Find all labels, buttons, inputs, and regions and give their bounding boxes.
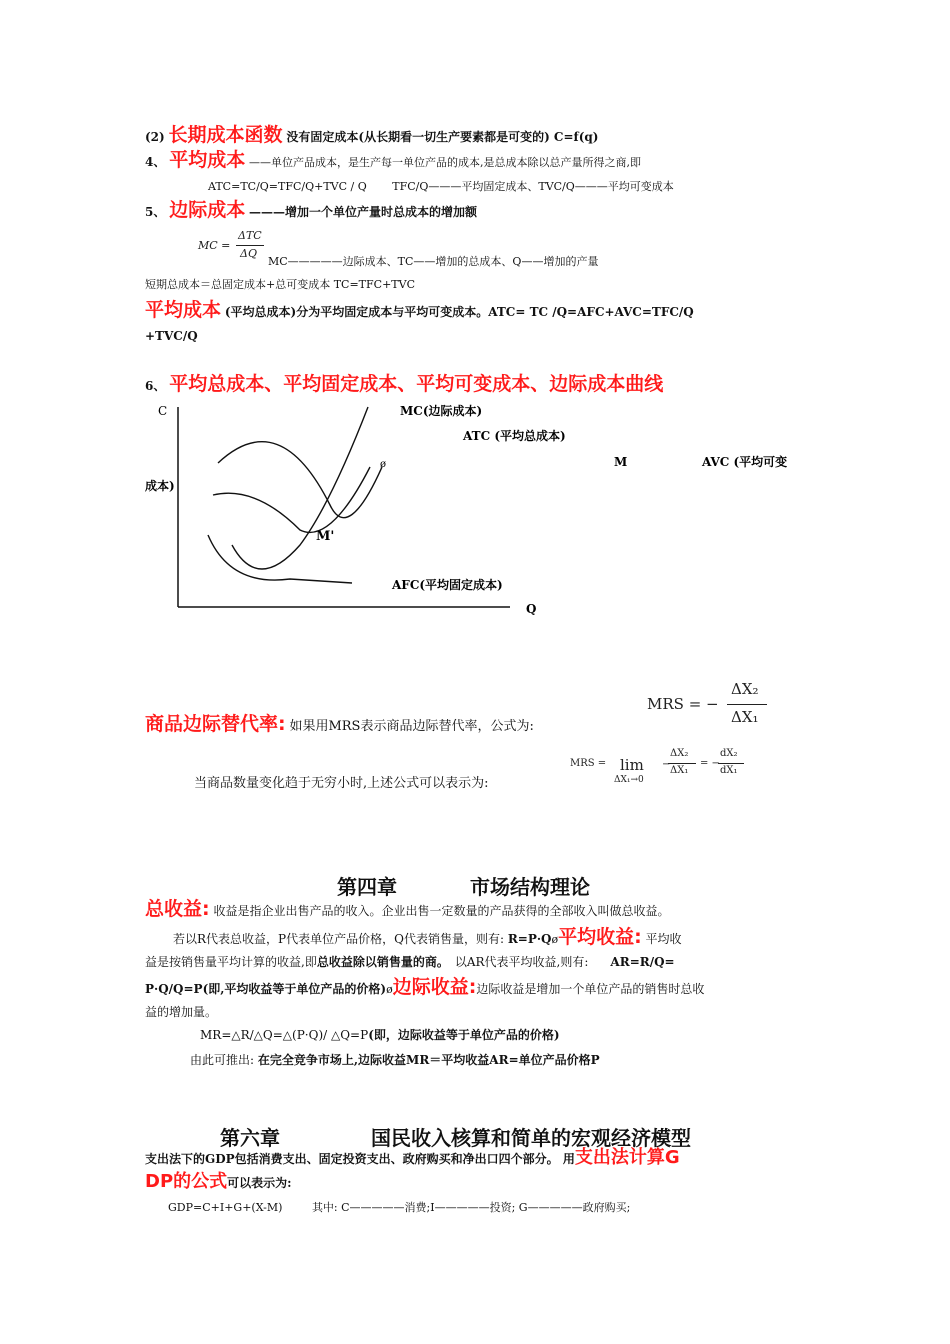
fraction-bar [668,763,696,764]
section-text: 没有固定成本(从长期看一切生产要素都是可变的) C=f(q) [286,130,599,144]
mrs-paragraph [145,713,534,735]
section-title: 边际成本 [169,199,246,221]
text: 以AR代表平均收益,则有: [454,955,589,969]
section-prefix: (2) [145,130,165,144]
chapter-title: 市场结构理论 [469,875,590,899]
fraction-bar [727,704,767,705]
avc-curve [213,467,370,532]
lim-subscript: ΔX₁→0 [614,775,644,785]
revenue-line-2 [145,954,675,970]
section-long-run-cost [145,124,599,149]
total-revenue-formula: R=P·Q [507,932,552,946]
formula-note: (即，边际收益等于单位产品的价格) [368,1028,560,1042]
revenue-line-1 [173,926,682,948]
section-marginal-cost [145,199,478,221]
lim-symbol: lim [620,756,644,774]
section-title: 平均总成本、平均固定成本、平均可变成本、边际成本曲线 [169,373,664,395]
section-text: ——单位产品成本，是生产每一单位产品的成本,是总成本除以总产量所得之商,即 [249,156,642,169]
average-cost-paragraph [145,299,694,321]
section-text: ———增加一个单位产量时总成本的增加额 [249,205,478,219]
y-axis-label: C [158,404,168,418]
mc-denominator: ΔQ [240,247,257,260]
mrs-denominator: ΔX₁ [731,708,759,726]
limit-numerator-2: dX₂ [720,748,738,759]
paragraph-title: 平均成本 [145,299,222,321]
mc-note: MC—————边际成本、TC——增加的总成本、Q——增加的产量 [268,255,599,268]
x-axis-label: Q [526,602,537,616]
section-average-cost [145,149,642,171]
revenue-line-4: 益的增加量。 [145,1005,218,1019]
text-bold: 可以表示为: [227,1176,292,1190]
fraction-bar [718,763,744,764]
section-title: 长期成本函数 [168,124,283,146]
text: 平均收 [641,932,682,946]
section-cost-curves [145,373,664,395]
paragraph-text: (平均总成本)分为平均固定成本与平均可变成本。ATC= TC /Q=AFC+AVC=TFC/Q [224,305,694,319]
text: 若以R代表总收益，P代表单位产品价格，Q代表销售量，则有: [173,932,508,946]
text-bold: 总收益除以销售量的商。 [316,955,449,969]
gdp-formula-line [168,1200,630,1216]
limit-denominator-1: ΔX₁ [670,765,689,776]
revenue-conclusion [190,1052,600,1068]
marginal-revenue-formula [200,1027,560,1043]
curve-mark: ø [380,459,387,470]
formula: MR=△R/△Q=△(P·Q)/ △Q=P [200,1028,369,1042]
gdp-formula: GDP=C+I+G+(X-M) [168,1201,283,1214]
text-bold: 在完全竞争市场上,边际收益MR＝平均收益AR=单位产品价格P [257,1053,600,1067]
section-number: 6、 [145,379,166,393]
gdp-line-1 [145,1147,680,1168]
point-m-prime-label: M' [316,529,335,544]
average-revenue-formula: AR=R/Q= [610,955,675,969]
marginal-revenue-title: 边际收益: [392,976,477,998]
chapter-number: 第六章 [220,1126,280,1150]
equals-minus: = − [700,758,720,769]
section-number: 4、 [145,155,166,169]
text: 边际收益是增加一个单位产品的销售时总收 [476,982,705,996]
mark: ø [386,983,393,996]
mrs-lhs: MRS = − [647,695,719,713]
atc-label: ATC (平均总成本) [463,429,566,443]
paragraph-text: 收益是指企业出售产品的收入。企业出售一定数量的产品获得的全部收入叫做总收益。 [213,904,670,918]
chapter-number: 第四章 [337,875,397,899]
mc-label: MC(边际成本) [400,404,483,418]
average-cost-paragraph-cont: +TVC/Q [145,329,198,343]
average-revenue-title: 平均收益: [558,926,642,948]
atc-formula: ATC=TC/Q=TFC/Q+TVC / Q [208,180,367,193]
atc-formula-line [208,179,674,195]
mrs-limit-text: 当商品数量变化趋于无穷小时,上述公式可以表示为: [194,776,489,791]
chapter-title: 国民收入核算和简单的宏观经济模型 [370,1126,691,1150]
gdp-where: 其中: C—————消费;I—————投资; G—————政府购买; [311,1201,631,1214]
mrs-numerator: ΔX₂ [731,680,759,698]
chapter-4-heading [337,871,590,900]
gdp-title-part-2: DP的公式 [145,1171,228,1192]
afc-label: AFC(平均固定成本) [392,578,503,592]
atc-note: TFC/Q———平均固定成本、TVC/Q———平均可变成本 [392,180,674,193]
paragraph-text: 如果用MRS表示商品边际替代率，公式为: [289,719,534,734]
limit-numerator-1: ΔX₂ [670,748,689,759]
total-revenue-paragraph [145,898,670,920]
mc-curve [232,407,368,569]
fraction-minus: − [662,759,671,770]
avc-label-cont: 成本) [145,479,175,493]
limit-denominator-2: dX₁ [720,765,738,776]
text-bold: 支出法下的GDP包括消费支出、固定投资支出、政府购买和净出口四个部分。 用 [145,1152,575,1166]
gdp-line-2 [145,1171,292,1192]
text: 益是按销售量平均计算的收益,即 [145,955,317,969]
mc-label: MC = [198,239,231,252]
section-title: 平均成本 [169,149,246,171]
point-m-label: M [614,455,628,469]
cost-curves-diagram [0,395,950,655]
short-run-total-cost: 短期总成本＝总固定成本+总可变成本 TC=TFC+TVC [145,278,415,291]
mc-numerator: ΔTC [238,229,262,242]
avc-label: AVC (平均可变 [702,455,788,469]
text: 由此可推出: [190,1053,258,1067]
mark: ø [551,933,559,946]
paragraph-title: 总收益: [145,898,210,920]
mrs-lhs: MRS = [570,758,607,769]
fraction-bar [236,245,264,246]
section-number: 5、 [145,205,166,219]
revenue-line-3 [145,976,705,998]
atc-curve [218,442,382,518]
text-bold: P·Q/Q=P(即,平均收益等于单位产品的价格) [145,982,387,996]
gdp-title-part-1: 支出法计算G [574,1147,680,1168]
paragraph-title: 商品边际替代率: [145,713,286,735]
